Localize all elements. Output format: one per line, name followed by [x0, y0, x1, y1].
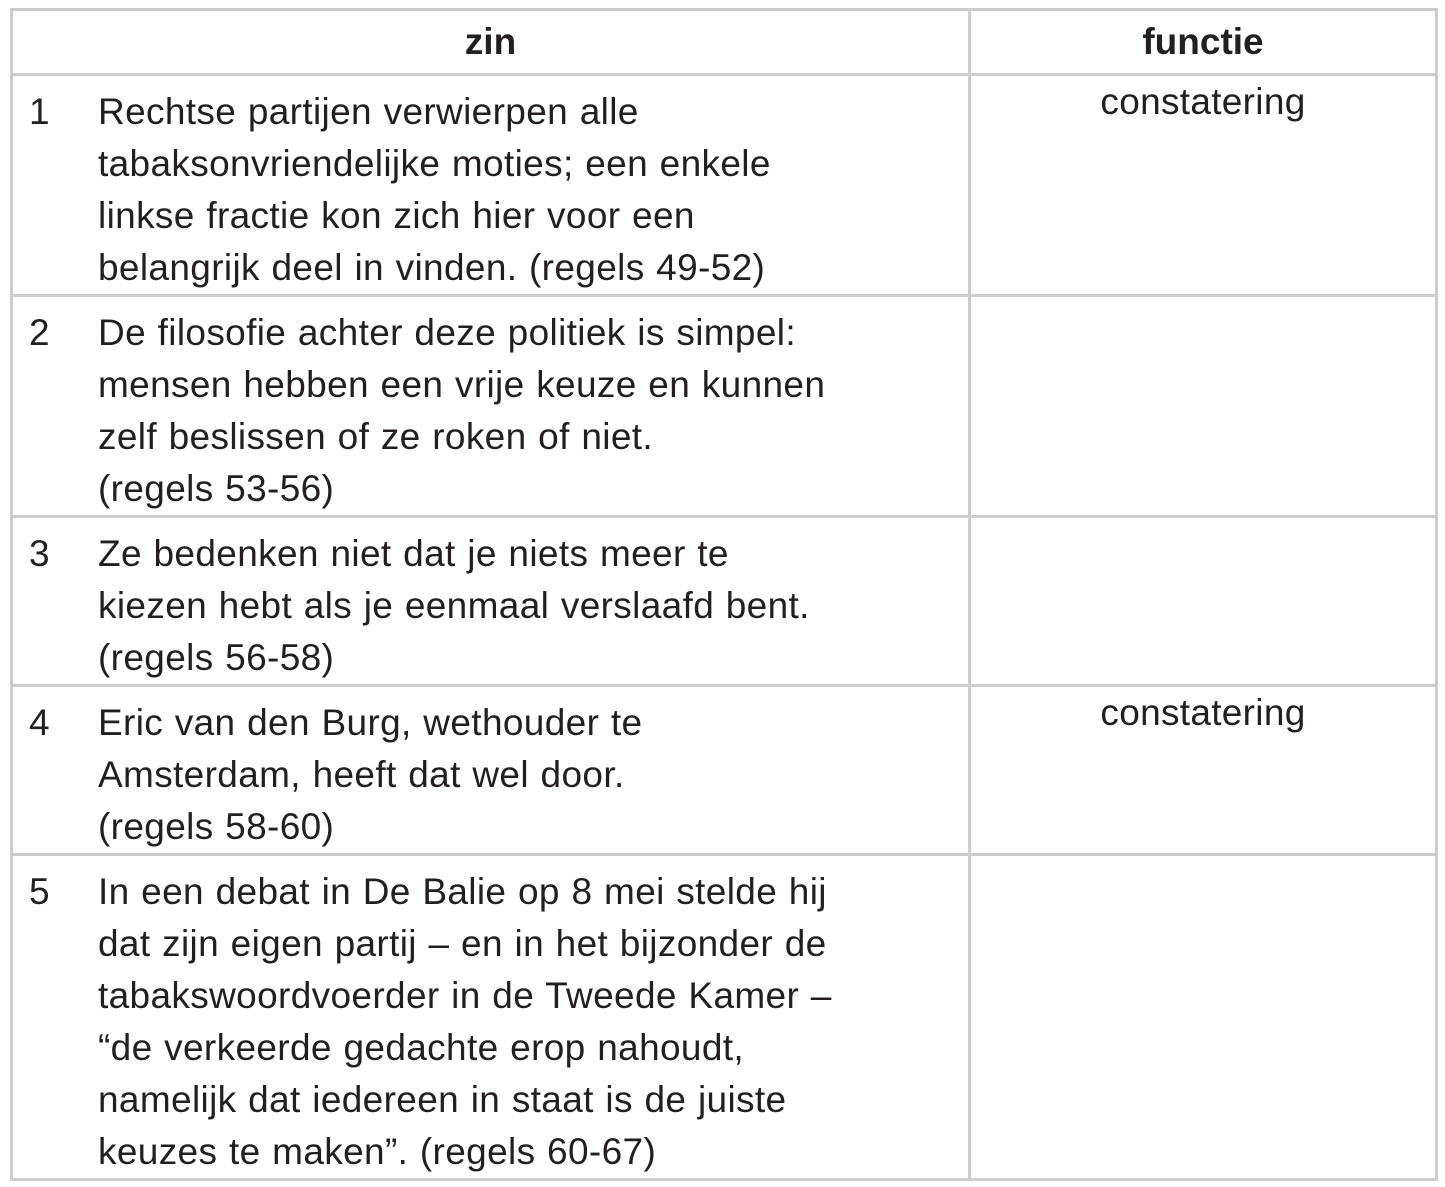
sentence-line: kiezen hebt als je eenmaal verslaafd bent.: [98, 585, 810, 626]
sentence-text: [13, 856, 968, 1178]
sentence-line: (regels 53-56): [98, 468, 335, 509]
functie-cell: [970, 296, 1437, 517]
sentence-line: (regels 58-60): [98, 806, 335, 847]
sentence-line: (regels 56-58): [98, 637, 335, 678]
table-row: [12, 855, 1437, 1180]
functie-cell: constatering: [970, 686, 1437, 855]
row-number: 4: [29, 702, 50, 743]
row-number: 5: [29, 871, 50, 912]
sentence-line: mensen hebben een vrije keuze en kunnen: [98, 364, 826, 405]
sentence-line: Rechtse partijen verwierpen alle: [98, 91, 639, 132]
zin-cell: [12, 855, 970, 1180]
sentence-line: keuzes te maken”. (regels 60-67): [98, 1131, 657, 1172]
table-row: [12, 686, 1437, 855]
table-row: [12, 517, 1437, 686]
sentence-line: Amsterdam, heeft dat wel door.: [98, 754, 625, 795]
sentence-line: Ze bedenken niet dat je niets meer te: [98, 533, 729, 574]
sentence-line: De filosofie achter deze politiek is simpel:: [98, 312, 796, 353]
zin-cell: [12, 686, 970, 855]
sentence-line: zelf beslissen of ze roken of niet.: [98, 416, 654, 457]
sentence-line: namelijk dat iedereen in staat is de juiste: [98, 1079, 787, 1120]
header-row: [12, 10, 1437, 75]
functie-cell: constatering: [970, 75, 1437, 296]
sentence-text: [13, 76, 968, 294]
zin-cell: [12, 517, 970, 686]
sentence-line: In een debat in De Balie op 8 mei stelde hij: [98, 871, 827, 912]
sentence-line: dat zijn eigen partij – en in het bijzonder de: [98, 923, 827, 964]
table-row: [12, 75, 1437, 296]
row-number: 1: [29, 91, 50, 132]
row-number: 2: [29, 312, 50, 353]
zin-cell: [12, 75, 970, 296]
table-row: [12, 296, 1437, 517]
zin-cell: [12, 296, 970, 517]
row-number: 3: [29, 533, 50, 574]
sentence-line: “de verkeerde gedachte erop nahoudt,: [98, 1027, 745, 1068]
column-header-functie: functie: [970, 10, 1437, 75]
sentence-text: [13, 297, 968, 515]
sentence-line: belangrijk deel in vinden. (regels 49-52): [98, 247, 766, 288]
sentence-function-table: [10, 8, 1438, 1181]
functie-cell: [970, 517, 1437, 686]
sentence-line: tabaksonvriendelijke moties; een enkele: [98, 143, 771, 184]
sentence-text: [13, 687, 968, 853]
functie-cell: [970, 855, 1437, 1180]
sentence-text: [13, 518, 968, 684]
sentence-line: tabakswoordvoerder in de Tweede Kamer –: [98, 975, 832, 1016]
sentence-line: linkse fractie kon zich hier voor een: [98, 195, 695, 236]
sentence-line: Eric van den Burg, wethouder te: [98, 702, 643, 743]
column-header-zin: zin: [12, 10, 970, 75]
